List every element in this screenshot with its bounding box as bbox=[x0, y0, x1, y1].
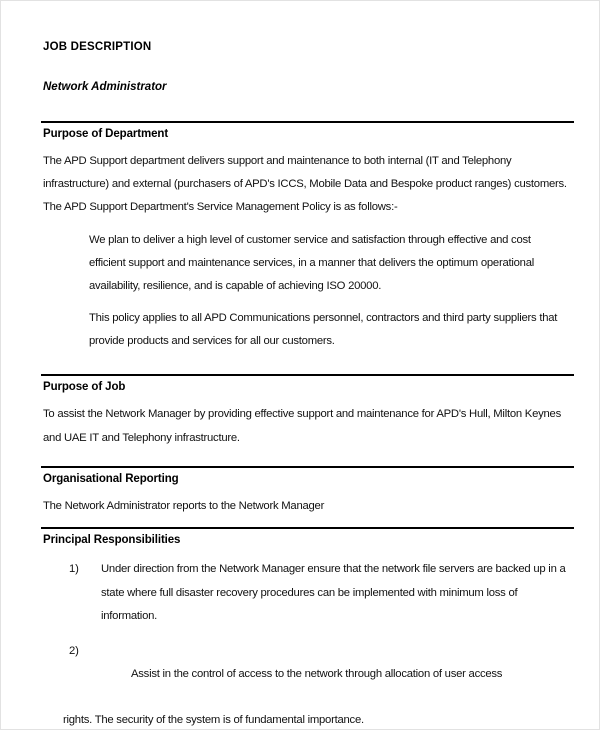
page-content bbox=[41, 31, 574, 729]
list-item-text-line-1: Assist in the control of access to the network through allocation of user access bbox=[131, 667, 503, 680]
paragraph-service-management-policy: We plan to deliver a high level of customer service and satisfaction through effective and cost efficient support and maintenance services, in a manner that delivers the optimum operational availability, resilience, and is capable of achieving ISO 20000. bbox=[89, 234, 534, 292]
list-item bbox=[41, 558, 574, 627]
responsibilities-list bbox=[41, 558, 574, 730]
section-divider-rule bbox=[41, 527, 574, 529]
job-role-subtitle: Network Administrator bbox=[43, 81, 167, 93]
paragraph-reporting-line: The Network Administrator reports to the Network Manager bbox=[43, 499, 325, 512]
paragraph-job-purpose: To assist the Network Manager by providing effective support and maintenance for APD's Hull, Milton Keynes and UAE IT and Telephony infrastructure. bbox=[43, 408, 561, 444]
list-item-text bbox=[63, 640, 574, 730]
list-item bbox=[41, 640, 574, 730]
section-purpose-of-department bbox=[41, 121, 574, 352]
section-heading-organisational-reporting: Organisational Reporting bbox=[43, 472, 179, 485]
list-item-text: Under direction from the Network Manager ensure that the network file servers are backed up in a state where full disaster recovery procedures can be implemented with minimum loss of information. bbox=[101, 563, 566, 622]
section-divider-rule bbox=[41, 466, 574, 468]
paragraph-department-overview: The APD Support department delivers support and maintenance to both internal (IT and Telephony infrastructure) and external (purchasers of APD's ICCS, Mobile Data and Bespoke product ranges) customers. The APD Support Department's Service Management Policy is as follows:- bbox=[43, 155, 567, 214]
section-heading-principal-responsibilities: Principal Responsibilities bbox=[43, 534, 181, 547]
section-heading-purpose-of-job: Purpose of Job bbox=[43, 381, 126, 394]
list-item-text-line-2: rights. The security of the system is of fundamental importance. bbox=[63, 714, 364, 727]
section-purpose-of-job bbox=[41, 374, 574, 449]
section-divider-rule bbox=[41, 374, 574, 376]
section-principal-responsibilities bbox=[41, 527, 574, 730]
section-organisational-reporting bbox=[41, 466, 574, 518]
section-divider-rule bbox=[41, 121, 574, 123]
paragraph-policy-scope: This policy applies to all APD Communications personnel, contractors and third party suppliers that provide products and services for all our customers. bbox=[89, 312, 558, 347]
list-item-number: 1) bbox=[69, 563, 79, 576]
page-title: JOB DESCRIPTION bbox=[43, 41, 152, 53]
section-heading-purpose-of-department: Purpose of Department bbox=[43, 128, 169, 140]
list-item-number: 2) bbox=[69, 644, 79, 657]
